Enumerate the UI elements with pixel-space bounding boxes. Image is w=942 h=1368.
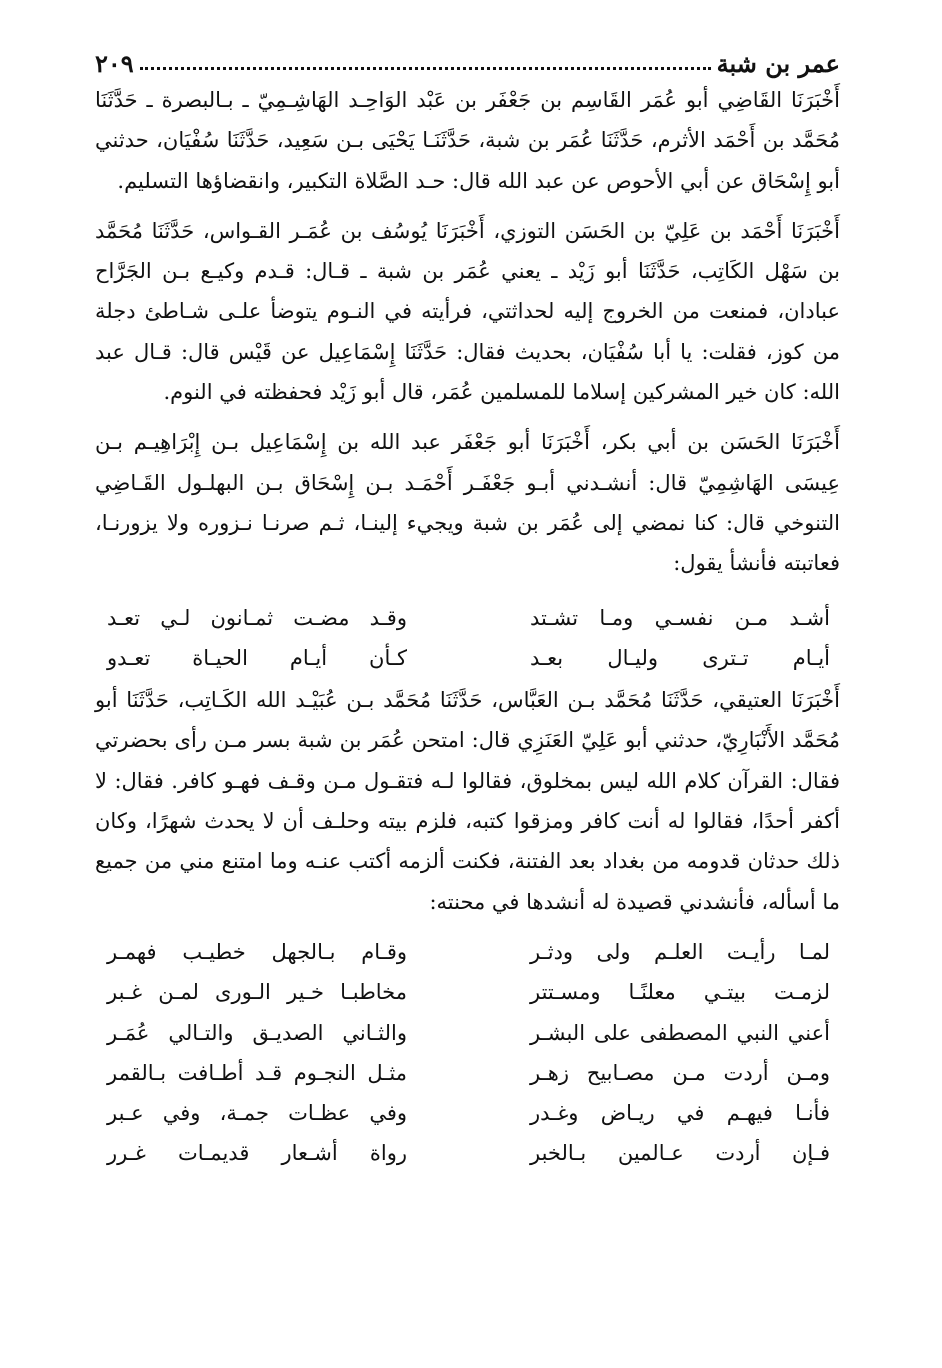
running-head-title: عمر بن شبة	[716, 49, 840, 78]
hemistich-second: رواة أشـعار قديمـات غـرر	[107, 1141, 407, 1166]
poem-1-verse	[95, 638, 840, 678]
paragraph-3: أَخْبَرَنَا الحَسَن بن أبي بكر، أَخْبَرَنَا أبو جَعْفَر عبد الله بن إِسْمَاعِيل بـن إِبْرَاهِيـم بـن عِيسَى الهَاشِمِيّ قال: أنشـدني أبـو جَعْفَـر أَحْمَـد بـن إِسْحَاق بـن البهلـول القَـاضِي التنوخي قال: كنا نمضي إلى عُمَر بن شبة ويجيء إلينـا، ثـم صرنـا نـزوره ولا يزورنـا، فعاتبته فأنشأ يقول:	[95, 430, 840, 576]
hemistich-first: لمـا رأيـت العلـم ولى ودثـر	[530, 939, 830, 964]
poem-2-verse	[95, 972, 840, 1012]
poem-2	[95, 932, 840, 1174]
poem-2-verse	[95, 1133, 840, 1173]
poem-2-verse	[95, 1093, 840, 1133]
hemistich-second: مخاطبـا خـير الـورى لمـن غـبر	[107, 980, 407, 1005]
poem-2-verse	[95, 1053, 840, 1093]
hemistich-second: وقـام بـالجهل خطيـب فهمـر	[107, 939, 407, 964]
hemistich-first: ومـن أردت مـن مصـابيح زهـر	[530, 1060, 830, 1085]
hemistich-first: أيـام تـترى وليـال بعـد	[530, 645, 830, 670]
poem-2-verse	[95, 1013, 840, 1053]
hemistich-second: وفي عظـات جمـة، وفي عـبر	[107, 1101, 407, 1126]
hemistich-second: كـأن أيـام الحيـاة تعـدو	[107, 645, 407, 670]
paragraph-2: أَخْبَرَنَا أَحْمَد بن عَلِيّ بن الحَسَن التوزي، أَخْبَرَنَا يُوسُف بن عُمَـر القـواس، حَدَّثَنَا مُحَمَّد بن سَهْل الكَاتِب، حَدَّثَنَا أبو زَيْد ـ يعني عُمَر بن شبة ـ قـال: قـدم وكيـع بـن الجَرَّاح عبادان، فمنعت من الخروج إليه لحداثتي، فرأيته في النـوم يتوضأ علـى شـاطئ دجلة من كوز، فقلت: يا أبا سُفْيَان، بحديث فقال: حَدَّثَنَا إِسْمَاعِيل عن قَيْس قال: قـال عبد الله: كان خير المشركين إسلاما للمسلمين عُمَر، قال أبو زَيْد فحفظته في النوم.	[95, 218, 840, 405]
hemistich-first: فـإن أردت عـالمين بـالخبر	[530, 1141, 830, 1166]
hemistich-first: لزمـت بيتـي معلنًـا ومسـتتر	[530, 980, 830, 1005]
running-head	[95, 36, 840, 76]
poem-1	[95, 598, 840, 679]
hemistich-second: مثـل النجـوم قـد أطـافت بـالقمر	[107, 1060, 407, 1085]
dotted-leader	[140, 67, 711, 70]
hemistich-first: أعني النبي المصطفى على البشـر	[530, 1020, 830, 1045]
hemistich-first: أشـد مـن نفسـي ومـا تشـتد	[530, 605, 830, 630]
poem-2-verse	[95, 932, 840, 972]
paragraph-1: أَخْبَرَنَا القَاضِي أبو عُمَر القَاسِم بن جَعْفَر بن عَبْد الوَاحِـد الهَاشِـمِيّ ـ بـالبصرة ـ حَدَّثَنَا مُحَمَّد بن أَحْمَد الأثرم، حَدَّثَنَا عُمَر بن شبة، حَدَّثَنَـا يَحْيَى بـن سَعِيد، حَدَّثَنَا سُفْيَان، حدثني أبو إِسْحَاق عن أبي الأحوص عن عبد الله قال: حـد الصَّلاة التكبير، وانقضاؤها التسليم.	[95, 88, 840, 193]
page-body	[95, 80, 840, 1176]
hemistich-second: والثـاني الصديـق والتـالي عُمَـر	[107, 1020, 407, 1045]
hemistich-second: وقـد مضـت ثمـانون لـي تعـد	[107, 605, 407, 630]
page-number: ٢٠٩	[95, 49, 134, 78]
paragraph-4: أَخْبَرَنَا العتيقي، حَدَّثَنَا مُحَمَّد بـن العَبَّاس، حَدَّثَنَا مُحَمَّد بـن عُبَيْـد الله الكَـاتِب، حَدَّثَنَا أبو مُحَمَّد الأَنْبَارِيّ، حدثني أبو عَلِيّ العَنَزِي قال: امتحن عُمَر بن شبة بسر مـن رأى بحضرتي فقال: القرآن كلام الله ليس بمخلوق، فقالوا لـه فتقـول مـن وقـف فهـو كافر. فقال: لا أكفر أحدًا، فقالوا له أنت كافر ومزقوا كتبه، فلزم بيته وحلـف أن لا يحدث شهرًا، وكان ذلك حدثان قدومه من بغداد بعد الفتنة، فكنت ألزمه أكتب عنـه وما امتنع مني من جميع ما أسأله، فأنشدني قصيدة له أنشدها في محنته:	[95, 688, 840, 914]
poem-1-verse	[95, 598, 840, 638]
hemistich-first: فأنـا فيهـم في ريـاض وغـدر	[530, 1101, 830, 1126]
